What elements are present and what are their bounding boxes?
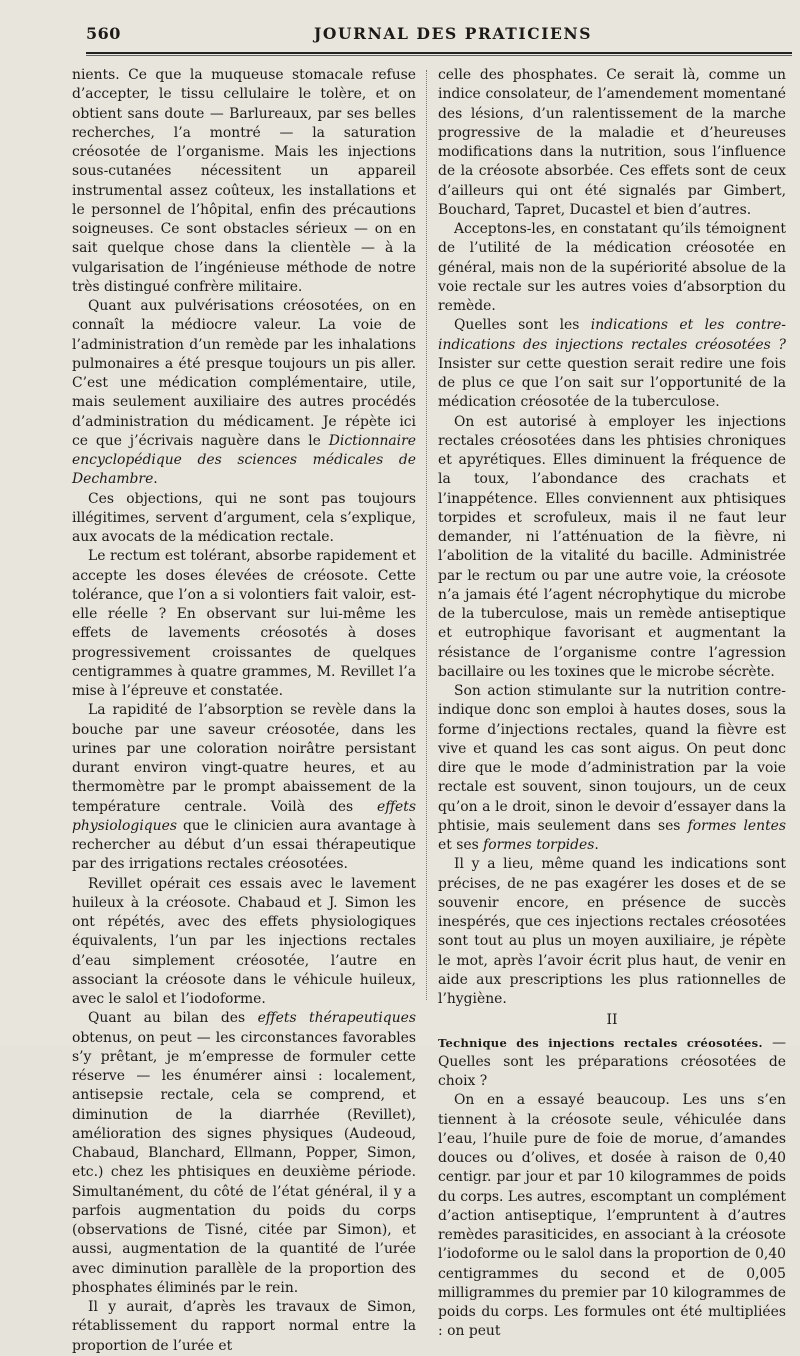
italic-term: formes lentes bbox=[687, 817, 786, 834]
paragraph: On en a essayé beaucoup. Les uns s’en tiennent à la créosote seule, véhiculée dans l’eau, l’huile pure de foie de morue, d’amandes douces ou d’olives, et dosée à raison de 0,40 centigr. par jour et par 10 kilogrammes de poids du corps. Les autres, escomptant un complément d’action antiseptique, l’empruntent à d’autres remèdes parasiticides, en associant à la créosote l’iodoforme ou le salol dans la proportion de 0,40 centigrammes du second et de 0,005 milligrammes du premier par 10 kilogrammes de poids du corps. Les formules ont été multipliées : on peut bbox=[438, 1092, 786, 1340]
right-column bbox=[438, 66, 787, 1340]
italic-reference: Dictionnaire encyclopédique des sciences médicales de Dechambre bbox=[72, 432, 416, 488]
column-divider bbox=[426, 70, 427, 1000]
paragraph: La rapidité de l’absorption se revèle dans la bouche par une saveur créosotée, dans les urines par une coloration noirâtre persistant durant environ vingt-quatre heures, et au thermomètre par le prompt abaissement de la température centrale. Voilà des effets physiologiques que le clinicien aura avantage à rechercher au début d’un essai thérapeutique par des irrigations rectales créosotées. bbox=[72, 702, 416, 873]
page-number: 560 bbox=[86, 24, 121, 43]
paragraph: Le rectum est tolérant, absorbe rapidement et accepte les doses élevées de créosote. Cette tolérance, que l’on a si volontiers fait valoir, est-elle réelle ? En observant sur lui-même les effets de lavements créosotés à doses progressivement croissantes de quelques centigrammes à quatre grammes, M. Revillet l’a mise à l’épreuve et constatée. bbox=[72, 548, 416, 699]
header-rule-thin bbox=[86, 55, 792, 56]
italic-term: indications et les contre-indications des injections rectales créosotées ? bbox=[438, 317, 786, 353]
paragraph: On est autorisé à employer les injections rectales créosotées dans les phtisies chroniques et apyrétiques. Elles diminuent la fréquence de la toux, l’abondance des crachats et l’inappétence. Elles conviennent aux phtisiques torpides et scrofuleux, mais il ne faut leur demander, ni l’atténuation de la fièvre, ni l’abolition de la vitalité du bacille. Administrée par le rectum ou par une autre voie, la créosote n’a jamais été l’agent nécrophytique du microbe de la tuberculose, mais un remède antiseptique et eutrophique favorisant et augmentant la résistance de l’organisme contre l’agression bacillaire ou les toxines que le microbe sécrète. bbox=[438, 413, 786, 680]
section-subheading: Technique des injections rectales créosotées. bbox=[438, 1035, 763, 1050]
italic-term: effets physiologiques bbox=[72, 798, 416, 834]
paragraph: Son action stimulante sur la nutrition contre-indique donc son emploi à hautes doses, sous la forme d’injections rectales, quand la fièvre est vive et quand les cas sont aigus. On peut donc dire que le mode d’administration par la voie rectale est souvent, sinon toujours, un de ceux qu’on a le droit, sinon le devoir d’essayer dans la phtisie, mais seulement dans ses formes lentes et ses formes torpides. bbox=[438, 683, 786, 853]
paragraph: Quant aux pulvérisations créosotées, on en connaît la médiocre valeur. La voie de l’administration d’un remède par les inhalations pulmonaires a été presque toujours un pis aller. C’est une médication complémentaire, utile, mais seulement auxiliaire des autres procédés d’administration du médicament. Je répète ici ce que j’écrivais naguère dans le Dictionnaire encyclopédique des sciences médicales de Dechambre. bbox=[72, 298, 416, 488]
paragraph: Technique des injections rectales créosotées. — Quelles sont les préparations créosotées de choix ? bbox=[438, 1034, 787, 1089]
left-column bbox=[72, 66, 416, 1354]
paragraph: Acceptons-les, en constatant qu’ils témoignent de l’utilité de la médication créosotée en général, mais non de la supériorité absolue de la voie rectale sur les autres voies d’absorption du remède. bbox=[438, 221, 786, 314]
paragraph: nients. Ce que la muqueuse stomacale refuse d’accepter, le tissu cellulaire le tolère, et on obtient sans doute — Barlureaux, par ses belles recherches, l’a montré — la saturation créosotée de l’organisme. Mais les injections sous-cutanées nécessitent un appareil instrumental assez coûteux, les installations et le personnel de l’hôpital, enfin des précautions soigneuses. Ce sont obstacles sérieux — on en sait quelque chose dans la clientèle — à la vulgarisation de l’ingénieuse méthode de notre très distingué confrère militaire. bbox=[72, 67, 416, 295]
paragraph: Revillet opérait ces essais avec le lavement huileux à la créosote. Chabaud et J. Simon les ont répétés, avec des effets physiologiques équivalents, l’un par les injections rectales d’eau simplement créosotée, l’autre en associant la créosote dans le véhicule huileux, avec le salol et l’iodoforme. bbox=[72, 875, 416, 1007]
section-number: II bbox=[606, 1012, 618, 1029]
header-rule bbox=[86, 52, 792, 54]
paragraph: Ces objections, qui ne sont pas toujours illégitimes, servent d’argument, cela s’explique, aux avocats de la médication rectale. bbox=[72, 490, 416, 545]
italic-term: formes torpides bbox=[483, 837, 595, 853]
paragraph: Il y aurait, d’après les travaux de Simon, rétablissement du rapport normal entre la proportion de l’urée et bbox=[72, 1299, 416, 1354]
paragraph: Quant au bilan des effets thérapeutiques obtenus, on peut — les circonstances favorables s’y prêtant, je m’empresse de formuler cette réserve — les énumérer ainsi : localement, antisepsie rectale, cela se comprend, et diminution de la diarrhée (Revillet), amélioration des signes physiques (Audeoud, Chabaud, Blanchard, Ellmann, Popper, Simon, etc.) chez les phtisiques en deuxième période. Simultanément, du côté de l’état général, il y a parfois augmentation du poids du corps (observations de Tisné, citée par Simon), et aussi, augmentation de la quantité de l’urée avec diminution parallèle de la proportion des phosphates éliminés par le rein. bbox=[72, 1010, 416, 1296]
page-header bbox=[86, 24, 786, 54]
paragraph: celle des phosphates. Ce serait là, comme un indice consolateur, de l’amendement momentané des lésions, d’un ralentissement de la marche progressive de la maladie et d’heureuses modifications dans la nutrition, sous l’influence de la créosote absorbée. Ces effets sont de ceux d’ailleurs qui ont été signalés par Gimbert, Bouchard, Tapret, Ducastel et bien d’autres. bbox=[438, 67, 786, 218]
paragraph: Il y a lieu, même quand les indications sont précises, de ne pas exagérer les doses et de se souvenir encore, en présence de succès inespérés, que ces injections rectales créosotées sont tout au plus un moyen auxiliaire, je répète le mot, après l’avoir écrit plus haut, de venir en aide aux prescriptions les plus rationnelles de l’hygiène. bbox=[438, 856, 786, 1007]
italic-term: effets thérapeutiques bbox=[257, 1010, 416, 1027]
running-title: JOURNAL DES PRATICIENS bbox=[314, 24, 593, 43]
paragraph: Quelles sont les indications et les contre-indications des injections rectales créosotées ? Insister sur cette question serait redire une fois de plus ce que l’on sait sur l’opportunité de la médication créosotée de la tuberculose. bbox=[438, 317, 786, 411]
